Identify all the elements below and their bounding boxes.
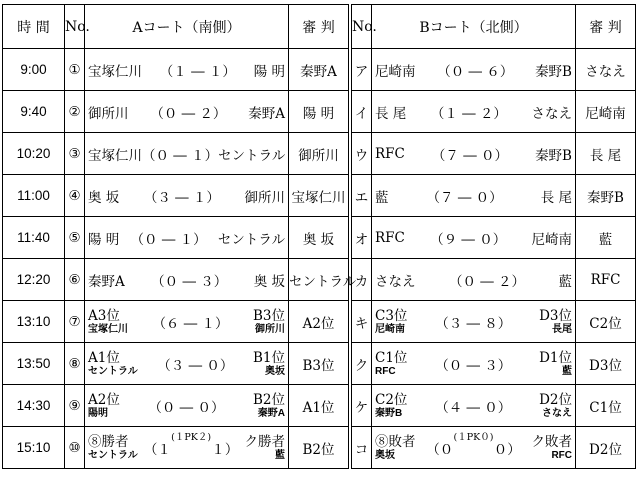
away-rank: D2位 [539,391,572,408]
away-team: 長尾 [552,323,572,335]
score: （９ ― ０） [430,231,507,248]
referee: 宝塚仁川 [289,175,349,217]
match-number: オ [352,217,372,259]
home-team: 御所川 [88,105,129,122]
time-header: 時 間 [3,5,65,49]
score: （６ ― １） [152,315,229,332]
home-rank: A2位 [88,391,120,408]
home-team: セントラル [88,365,138,377]
match-line [372,186,575,206]
away-team: 陽 明 [253,63,285,80]
score: （７ ― ０） [431,147,509,164]
score: （４ ― ０） [435,399,512,416]
score: （０ ― ０） [148,399,225,416]
match-number: ⑨ [65,385,85,427]
match-number: ケ [352,385,372,427]
away-team: 奥 坂 [253,273,285,290]
away-rank: B3位 [252,307,285,324]
match-line [372,60,575,80]
match-cell [85,91,289,133]
away-slot [253,351,285,377]
home-team: RFC [375,365,396,377]
home-team: 宝塚仁川 [88,147,142,164]
match-line [372,351,575,377]
away-team: セントラル [217,231,285,248]
away-label: ク勝者 [244,433,285,450]
home-slot [375,393,407,419]
referee: 秦野B [576,175,636,217]
court-b-header: Bコート（北側） [372,5,576,49]
away-slot [532,435,573,461]
match-line [85,309,288,335]
match-cell [85,133,289,175]
away-slot [539,393,572,419]
home-rank: A3位 [88,307,120,324]
referee: B2位 [289,427,349,469]
away-team: 秦野B [535,147,572,164]
match-number: ⑦ [65,301,85,343]
home-team: RFC [375,145,405,162]
match-number: ④ [65,175,85,217]
referee: 秦野A [289,49,349,91]
match-line [85,144,288,164]
away-rank: D1位 [539,349,572,366]
match-cell [372,427,576,469]
home-slot [375,435,416,461]
away-team: 尼崎南 [531,231,572,248]
away-team: さなえ [542,407,572,419]
match-time: 11:40 [3,217,65,259]
referee-header: 審 判 [576,5,636,49]
table-row [352,91,636,133]
home-label: ⑧敗者 [375,433,416,450]
match-cell [372,133,576,175]
away-slot [539,309,572,335]
table-row [3,49,349,91]
home-team: さなえ [375,273,416,290]
referee: B3位 [289,343,349,385]
referee: 藍 [576,217,636,259]
table-row [352,133,636,175]
match-cell [85,301,289,343]
table-row [352,49,636,91]
home-rank: A1位 [88,349,120,366]
score-right: １） [211,441,239,458]
match-line [372,228,575,248]
away-team: 秦野A [248,105,285,122]
match-cell [372,343,576,385]
away-team: 御所川 [254,323,285,335]
home-slot [88,435,138,461]
match-cell [85,259,289,301]
referee: セントラル [289,259,349,301]
score: （０ ― ２） [448,273,526,290]
pk-score [454,429,494,443]
match-time: 12:20 [3,259,65,301]
table-row [3,259,349,301]
home-team: 陽 明 [88,231,120,248]
match-line [85,186,288,206]
home-slot [88,351,138,377]
away-team: 秦野A [257,407,285,419]
match-line [85,102,288,122]
home-slot [375,351,407,377]
match-line [372,393,575,419]
away-team: 長 尾 [540,189,572,206]
match-number: ウ [352,133,372,175]
match-number: カ [352,259,372,301]
score: （０ ― １） [130,231,207,248]
match-number: エ [352,175,372,217]
match-number: ③ [65,133,85,175]
match-number: コ [352,427,372,469]
table-row [3,133,349,175]
court-b-header-row [352,5,636,49]
match-line [372,144,575,164]
pk-right: ０) [480,431,494,443]
home-team: 長 尾 [375,105,407,122]
away-team: 藍 [558,273,572,290]
match-number: ⑩ [65,427,85,469]
match-cell [372,175,576,217]
court-a-header-row [3,5,349,49]
match-number: ⑥ [65,259,85,301]
away-team: RFC [551,449,572,461]
table-row [3,343,349,385]
home-rank: C3位 [375,307,408,324]
match-line [372,270,575,290]
match-cell [372,259,576,301]
home-label: ⑧勝者 [88,433,129,450]
table-row [3,427,349,469]
table-row [352,301,636,343]
match-number: ⑧ [65,343,85,385]
match-cell [372,91,576,133]
match-time: 13:10 [3,301,65,343]
match-line [85,393,288,419]
match-number: ク [352,343,372,385]
match-cell [85,343,289,385]
away-team: セントラル [218,147,286,164]
no-header: No. [65,5,85,49]
table-row [352,385,636,427]
score: （０ ― ６） [437,63,514,80]
referee: 尼崎南 [576,91,636,133]
pk-left: (１ [171,431,185,443]
home-rank: C1位 [375,349,408,366]
home-team: 陽明 [88,407,108,419]
score-right: ０） [493,441,521,458]
match-line [372,102,575,122]
away-rank: B2位 [252,391,285,408]
referee: C2位 [576,301,636,343]
match-number: キ [352,301,372,343]
score-left: （０ [426,441,454,458]
away-slot [253,393,285,419]
away-team: 奥坂 [265,365,285,377]
score: （０ ― ３） [151,273,228,290]
away-team: 藍 [274,449,285,461]
match-time: 11:00 [3,175,65,217]
match-number: ① [65,49,85,91]
home-team: セントラル [88,449,138,461]
table-row [3,385,349,427]
score-left: （１ [143,441,171,458]
score-with-pk [426,431,521,458]
table-row [352,259,636,301]
referee: A2位 [289,301,349,343]
match-time: 9:40 [3,91,65,133]
home-team: 奥 坂 [88,189,120,206]
home-team: 宝塚仁川 [88,323,128,335]
match-cell [85,427,289,469]
away-team: 秦野B [535,63,572,80]
referee: 奥 坂 [289,217,349,259]
referee: D2位 [576,427,636,469]
match-cell [372,301,576,343]
score-with-pk [143,431,239,458]
away-label: ク敗者 [531,433,572,450]
match-line [85,431,288,461]
match-line [85,228,288,248]
table-row [352,343,636,385]
match-cell [372,49,576,91]
home-team: 宝塚仁川 [88,63,142,80]
score: （０ ― ２） [150,105,227,122]
referee: 陽 明 [289,91,349,133]
match-number: ⑤ [65,217,85,259]
away-slot [539,351,572,377]
match-cell [372,217,576,259]
home-team: 奥坂 [375,449,395,461]
score: （１ ― ２） [430,105,507,122]
pk-label: PK [184,431,198,443]
home-team: 秦野A [88,273,125,290]
match-time: 9:00 [3,49,65,91]
table-row [3,91,349,133]
match-line [85,351,288,377]
away-team: さなえ [531,105,572,122]
away-team: 藍 [562,365,572,377]
score: （７ ― ０） [426,189,503,206]
pk-right: ２) [197,431,212,443]
score: （０ ― ３） [435,357,512,374]
match-line [372,309,575,335]
home-team: 尼崎南 [375,323,405,335]
match-line [85,60,288,80]
home-team: 秦野B [375,407,403,419]
match-cell [372,385,576,427]
match-cell [85,175,289,217]
table-row [352,217,636,259]
match-time: 13:50 [3,343,65,385]
home-team: 藍 [375,189,389,206]
referee: D3位 [576,343,636,385]
away-rank: D3位 [539,307,572,324]
court-a-table [2,4,357,469]
score: （３ ― ８） [435,315,512,332]
pk-score [171,429,211,443]
match-cell [85,49,289,91]
referee: A1位 [289,385,349,427]
away-slot [253,309,285,335]
match-line [372,431,575,461]
referee: 御所川 [289,133,349,175]
score: （３ ― １） [143,189,220,206]
table-row [3,175,349,217]
match-number: イ [352,91,372,133]
table-row [352,427,636,469]
home-slot [375,309,407,335]
table-row [352,175,636,217]
home-slot [88,309,128,335]
referee: さなえ [576,49,636,91]
court-a-header: Aコート（南側） [85,5,289,49]
away-slot [244,435,285,461]
match-time: 15:10 [3,427,65,469]
table-row [3,217,349,259]
match-number: ② [65,91,85,133]
referee: RFC [576,259,636,301]
score: （３ ― ０） [157,357,234,374]
home-team: 尼崎南 [375,63,416,80]
no-header: No. [352,5,372,49]
referee: 長 尾 [576,133,636,175]
schedule-sheet [2,4,634,468]
match-cell [85,385,289,427]
referee-header: 審 判 [289,5,349,49]
pk-left: (１ [453,431,467,443]
referee: C1位 [576,385,636,427]
match-number: ア [352,49,372,91]
home-team: RFC [375,229,405,246]
match-line [85,270,288,290]
score: （０ ― １） [142,147,219,164]
match-time: 10:20 [3,133,65,175]
match-cell [85,217,289,259]
home-rank: C2位 [375,391,408,408]
table-row [3,301,349,343]
away-rank: B1位 [252,349,285,366]
away-team: 御所川 [244,189,285,206]
pk-label: PK [466,431,481,443]
match-time: 14:30 [3,385,65,427]
score: （１ ― １） [159,63,236,80]
home-slot [88,393,120,419]
court-b-table [351,4,636,469]
